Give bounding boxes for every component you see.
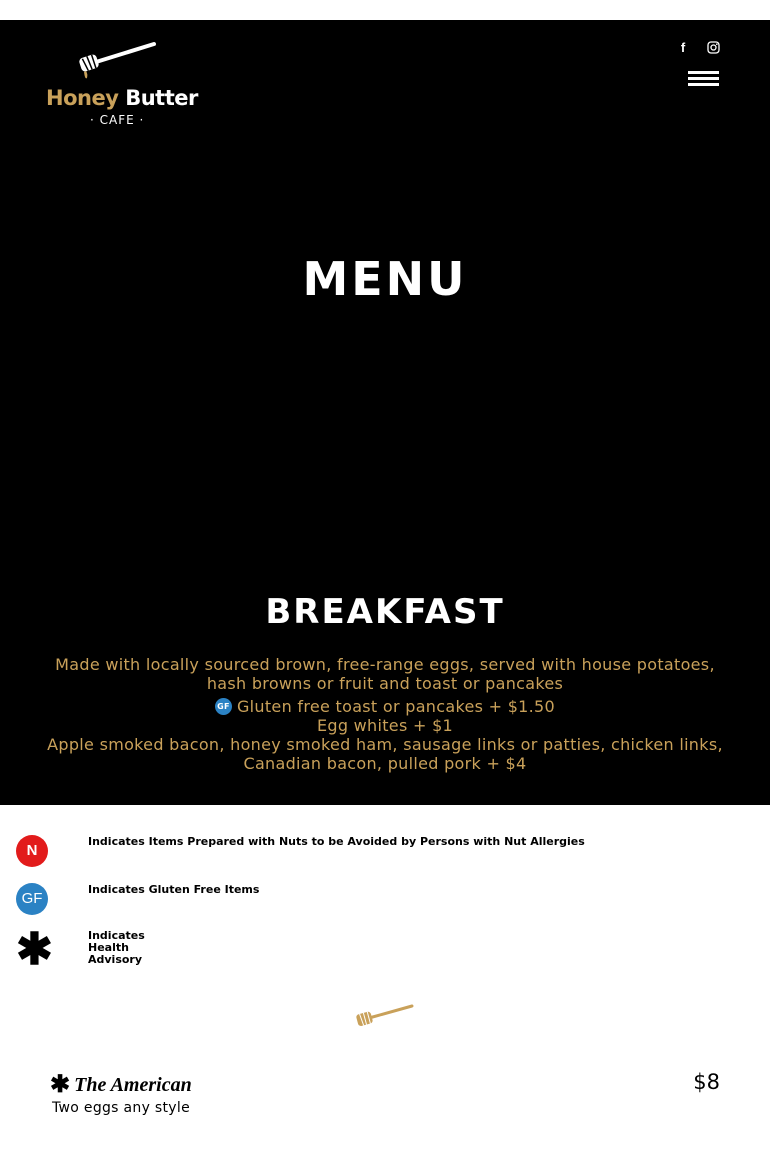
- logo-honey-text: Honey: [46, 86, 119, 110]
- health-advisory-icon: ✱: [16, 925, 53, 974]
- honey-dipper-divider-icon: [355, 1000, 415, 1032]
- logo-wordmark: [46, 86, 198, 110]
- gf-option-line: [40, 697, 730, 716]
- breakfast-description: Made with locally sourced brown, free-range eggs, served with house potatoes, hash browns or fruit and toast or pancakes: [55, 655, 715, 693]
- egg-whites-option: Egg whites + $1: [316, 716, 454, 735]
- page-title: MENU: [302, 252, 468, 306]
- gf-option-text: Gluten free toast or pancakes + $1.50: [236, 697, 556, 716]
- site-logo[interactable]: [44, 40, 198, 150]
- gluten-free-icon: GF: [215, 698, 232, 715]
- logo-subtitle: · CAFE ·: [90, 113, 145, 127]
- hamburger-line: [688, 83, 719, 86]
- menu-item-description: Two eggs any style: [52, 1100, 190, 1116]
- hamburger-menu-icon[interactable]: [688, 71, 719, 89]
- section-title: BREAKFAST: [265, 592, 505, 632]
- hamburger-line: [688, 71, 719, 74]
- legend-advisory-text: Indicates Health Advisory: [88, 929, 145, 966]
- hamburger-line: [688, 77, 719, 80]
- nut-allergy-icon: N: [16, 835, 48, 867]
- menu-item-price: $8: [693, 1070, 720, 1094]
- instagram-icon[interactable]: [705, 40, 721, 56]
- item-title: The American: [74, 1074, 192, 1096]
- facebook-icon[interactable]: f: [680, 40, 686, 55]
- logo-butter-text: Butter: [125, 86, 198, 110]
- menu-item-name: [50, 1070, 192, 1099]
- health-advisory-icon: ✱: [50, 1072, 71, 1098]
- gluten-free-icon: GF: [16, 883, 48, 915]
- legend-gf-text: Indicates Gluten Free Items: [88, 883, 260, 896]
- top-strip: [0, 0, 770, 20]
- meat-option: Apple smoked bacon, honey smoked ham, sausage links or patties, chicken links, Canadian bacon, pulled pork + $4: [47, 735, 723, 773]
- honey-dipper-logo-icon: [74, 40, 164, 85]
- legend-nut-text: Indicates Items Prepared with Nuts to be Avoided by Persons with Nut Allergies: [88, 835, 585, 848]
